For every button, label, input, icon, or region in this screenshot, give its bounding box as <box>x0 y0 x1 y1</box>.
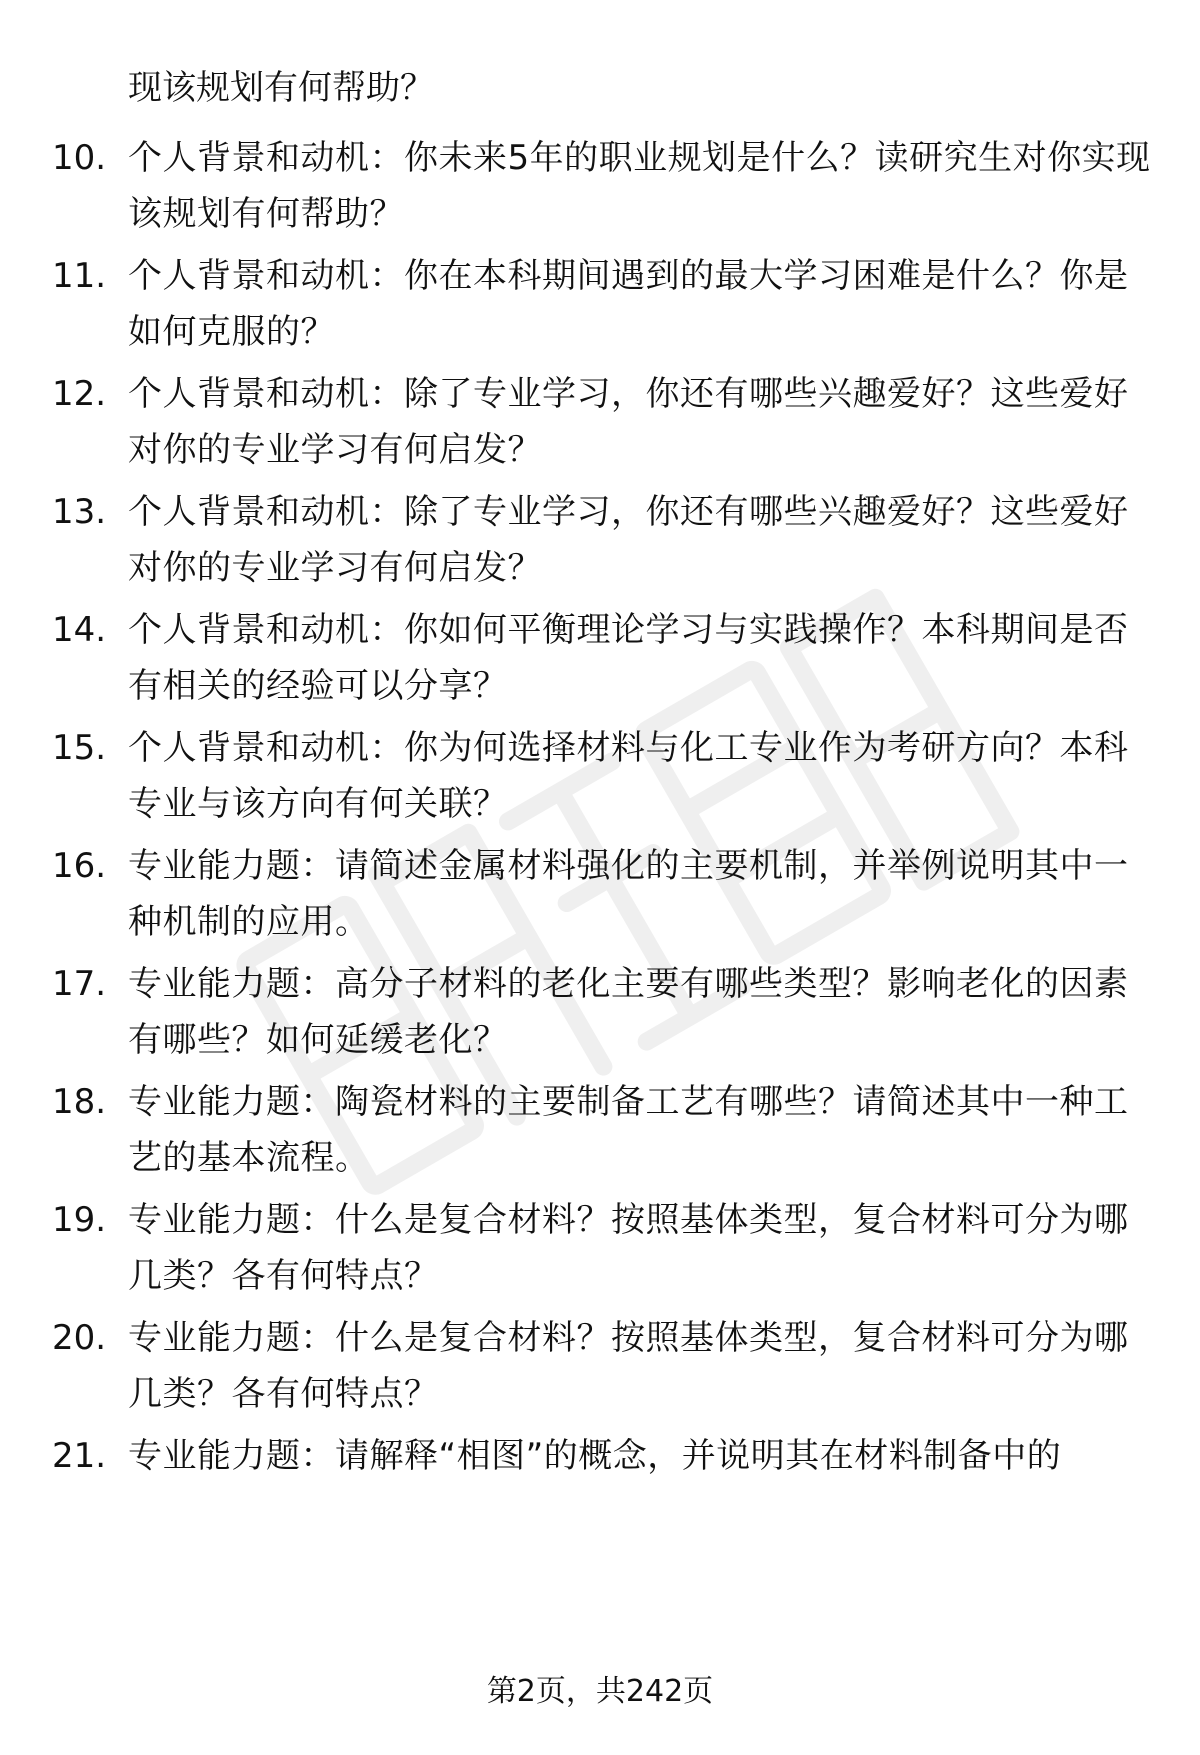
question-number: 11. <box>52 256 107 296</box>
question-item <box>0 1310 1200 1422</box>
question-text: 专业能力题：什么是复合材料？按照基体类型，复合材料可分为哪几类？各有何特点？ <box>128 1318 1129 1414</box>
question-number: 19. <box>52 1200 107 1240</box>
question-number: 21. <box>52 1436 107 1476</box>
question-item <box>0 956 1200 1068</box>
question-text: 专业能力题：什么是复合材料？按照基体类型，复合材料可分为哪几类？各有何特点？ <box>128 1200 1129 1296</box>
question-text: 个人背景和动机：除了专业学习，你还有哪些兴趣爱好？这些爱好对你的专业学习有何启发？ <box>128 374 1129 470</box>
page-footer: 第2页，共242页 <box>486 1674 714 1709</box>
question-text: 专业能力题：请解释“相图”的概念，并说明其在材料制备中的 <box>128 1436 1062 1476</box>
question-text: 个人背景和动机：你在本科期间遇到的最大学习困难是什么？你是如何克服的？ <box>128 256 1129 352</box>
question-number: 13. <box>52 492 107 532</box>
question-number: 20. <box>52 1318 107 1358</box>
question-item <box>0 1192 1200 1304</box>
question-item <box>0 366 1200 478</box>
question-text: 专业能力题：高分子材料的老化主要有哪些类型？影响老化的因素有哪些？如何延缓老化？ <box>128 964 1129 1060</box>
question-number: 15. <box>52 728 107 768</box>
question-text: 专业能力题：陶瓷材料的主要制备工艺有哪些？请简述其中一种工艺的基本流程。 <box>128 1082 1129 1178</box>
question-text: 个人背景和动机：除了专业学习，你还有哪些兴趣爱好？这些爱好对你的专业学习有何启发？ <box>128 492 1129 588</box>
question-item <box>0 838 1200 950</box>
question-item <box>0 130 1200 242</box>
question-item <box>0 1428 1200 1484</box>
question-item <box>0 602 1200 714</box>
question-text: 个人背景和动机：你为何选择材料与化工专业作为考研方向？本科专业与该方向有何关联？ <box>128 728 1129 824</box>
continued-question-text: 现该规划有何帮助？ <box>128 68 434 108</box>
question-text: 个人背景和动机：你未来5年的职业规划是什么？读研究生对你实现该规划有何帮助？ <box>128 138 1151 234</box>
question-item <box>0 720 1200 832</box>
question-number: 18. <box>52 1082 107 1122</box>
question-text: 专业能力题：请简述金属材料强化的主要机制，并举例说明其中一种机制的应用。 <box>128 846 1129 942</box>
question-number: 16. <box>52 846 107 886</box>
question-number: 17. <box>52 964 107 1004</box>
question-text: 个人背景和动机：你如何平衡理论学习与实践操作？本科期间是否有相关的经验可以分享？ <box>128 610 1129 706</box>
question-item <box>0 248 1200 360</box>
question-number: 14. <box>52 610 107 650</box>
question-item <box>0 1074 1200 1186</box>
question-number: 10. <box>52 138 107 178</box>
question-number: 12. <box>52 374 107 414</box>
question-item <box>0 484 1200 596</box>
